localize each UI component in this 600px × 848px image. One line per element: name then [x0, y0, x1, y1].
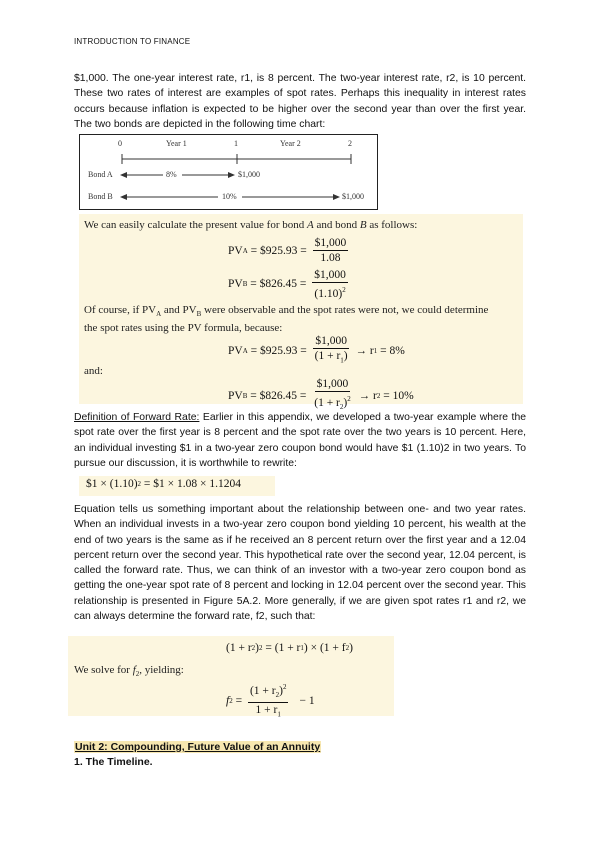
forward-rate-equation: (1 + r 2 ) 2 = (1 + r 1 ) × (1 + f 2 ) [226, 642, 353, 654]
bond-b-value: $1,000 [342, 192, 364, 201]
forward-rate-definition: Definition of Forward Rate: Earlier in this appendix, we developed a two-year example where the spot rate over the first year is 8 percent and the spot rate over the two years is 10 percent. Here, an individual investing $1 in a two-year zero coupon bond would have $1 (1.10)2 in two years. To pursue our discussion, it is worthwhile to rewrite: [74, 412, 527, 469]
pv-b-equation: PV B = $826.45 = $\frac{\$1,000}{(1.10)^2}$ [228, 269, 346, 300]
bond-b-rate: 10% [222, 192, 237, 201]
bond-a-rate: 8% [166, 170, 177, 179]
forward-rate-heading: Definition of Forward Rate: [74, 412, 200, 423]
spot-rate-b-equation: PV B = $826.45 = $\frac{\$1,000}{(1 + r_2)^2}$ → r 2 = 10% [228, 378, 414, 412]
time-chart [79, 134, 378, 210]
bond-b-label: Bond B [88, 192, 113, 201]
rewrite-equation: $1 × (1.10) 2 = $1 × 1.08 × 1.1204 [86, 478, 241, 490]
pv-a-equation: PV A = $925.93 = $\frac{\$1,000}{1.08}$ [228, 237, 347, 264]
pv-intro: We can easily calculate the present value for bond A and bond B as follows: [84, 219, 418, 231]
unit-title: Unit 2: Compounding, Future Value of an Annuity [75, 741, 321, 753]
tick-1: 1 [234, 139, 238, 148]
forward-rate-solution: f 2 = $\frac{(1 + r_2)^2}{1 + r_1}$ − 1 [226, 680, 315, 721]
running-header: INTRODUCTION TO FINANCE [74, 37, 191, 46]
pv-observable-paragraph: Of course, if $PV_A$ and $PV_B$ were observable and the spot rates were not, we could determine the spot rates using the PV formula, because: [84, 304, 489, 335]
tick-year1: Year 1 [166, 139, 187, 148]
forward-rate-explanation: Equation tells us something important about the relationship between one- and two year rates. When an individual invests in a two-year zero coupon bond yielding 10 percent, his wealth at the end of two years is the same as if he received an 8 percent return over the first year and a 12.04 percent return over the second year. This hypothetical rate over the second year, 12.04 percent, is called the forward rate. Thus, we can think of an investor with a two-year zero coupon bond as getting the one-year spot rate of 8 percent and locking in 12.04 percent over the second year. This relationship is presented in Figure 5A.2. More generally, if we are given spot rates r1 and r2, we can always determine the forward rate, f2, such that: [74, 504, 526, 623]
tick-0: 0 [118, 139, 122, 148]
intro-paragraph: $1,000. The one-year interest rate, r1, is 8 percent. The two-year interest rate, r2, is 10 percent. These two rates of interest are examples of spot rates. Perhaps this inequality in interest rates occurs because inflation is expected to be higher over the second year than over the first year. The two bonds are depicted in the following time chart: [74, 73, 526, 130]
bond-a-value: $1,000 [238, 170, 260, 179]
section-title: 1. The Timeline. [74, 756, 153, 768]
and-label: and: [84, 365, 103, 377]
tick-2: 2 [348, 139, 352, 148]
solve-for-text: We solve for $f_2$, yielding: [74, 664, 184, 679]
bond-a-label: Bond A [88, 170, 113, 179]
tick-year2: Year 2 [280, 139, 301, 148]
spot-rate-a-equation: PV A = $925.93 = $\frac{\$1,000}{(1 + r_1)}$ → r 1 = 8% [228, 335, 405, 365]
